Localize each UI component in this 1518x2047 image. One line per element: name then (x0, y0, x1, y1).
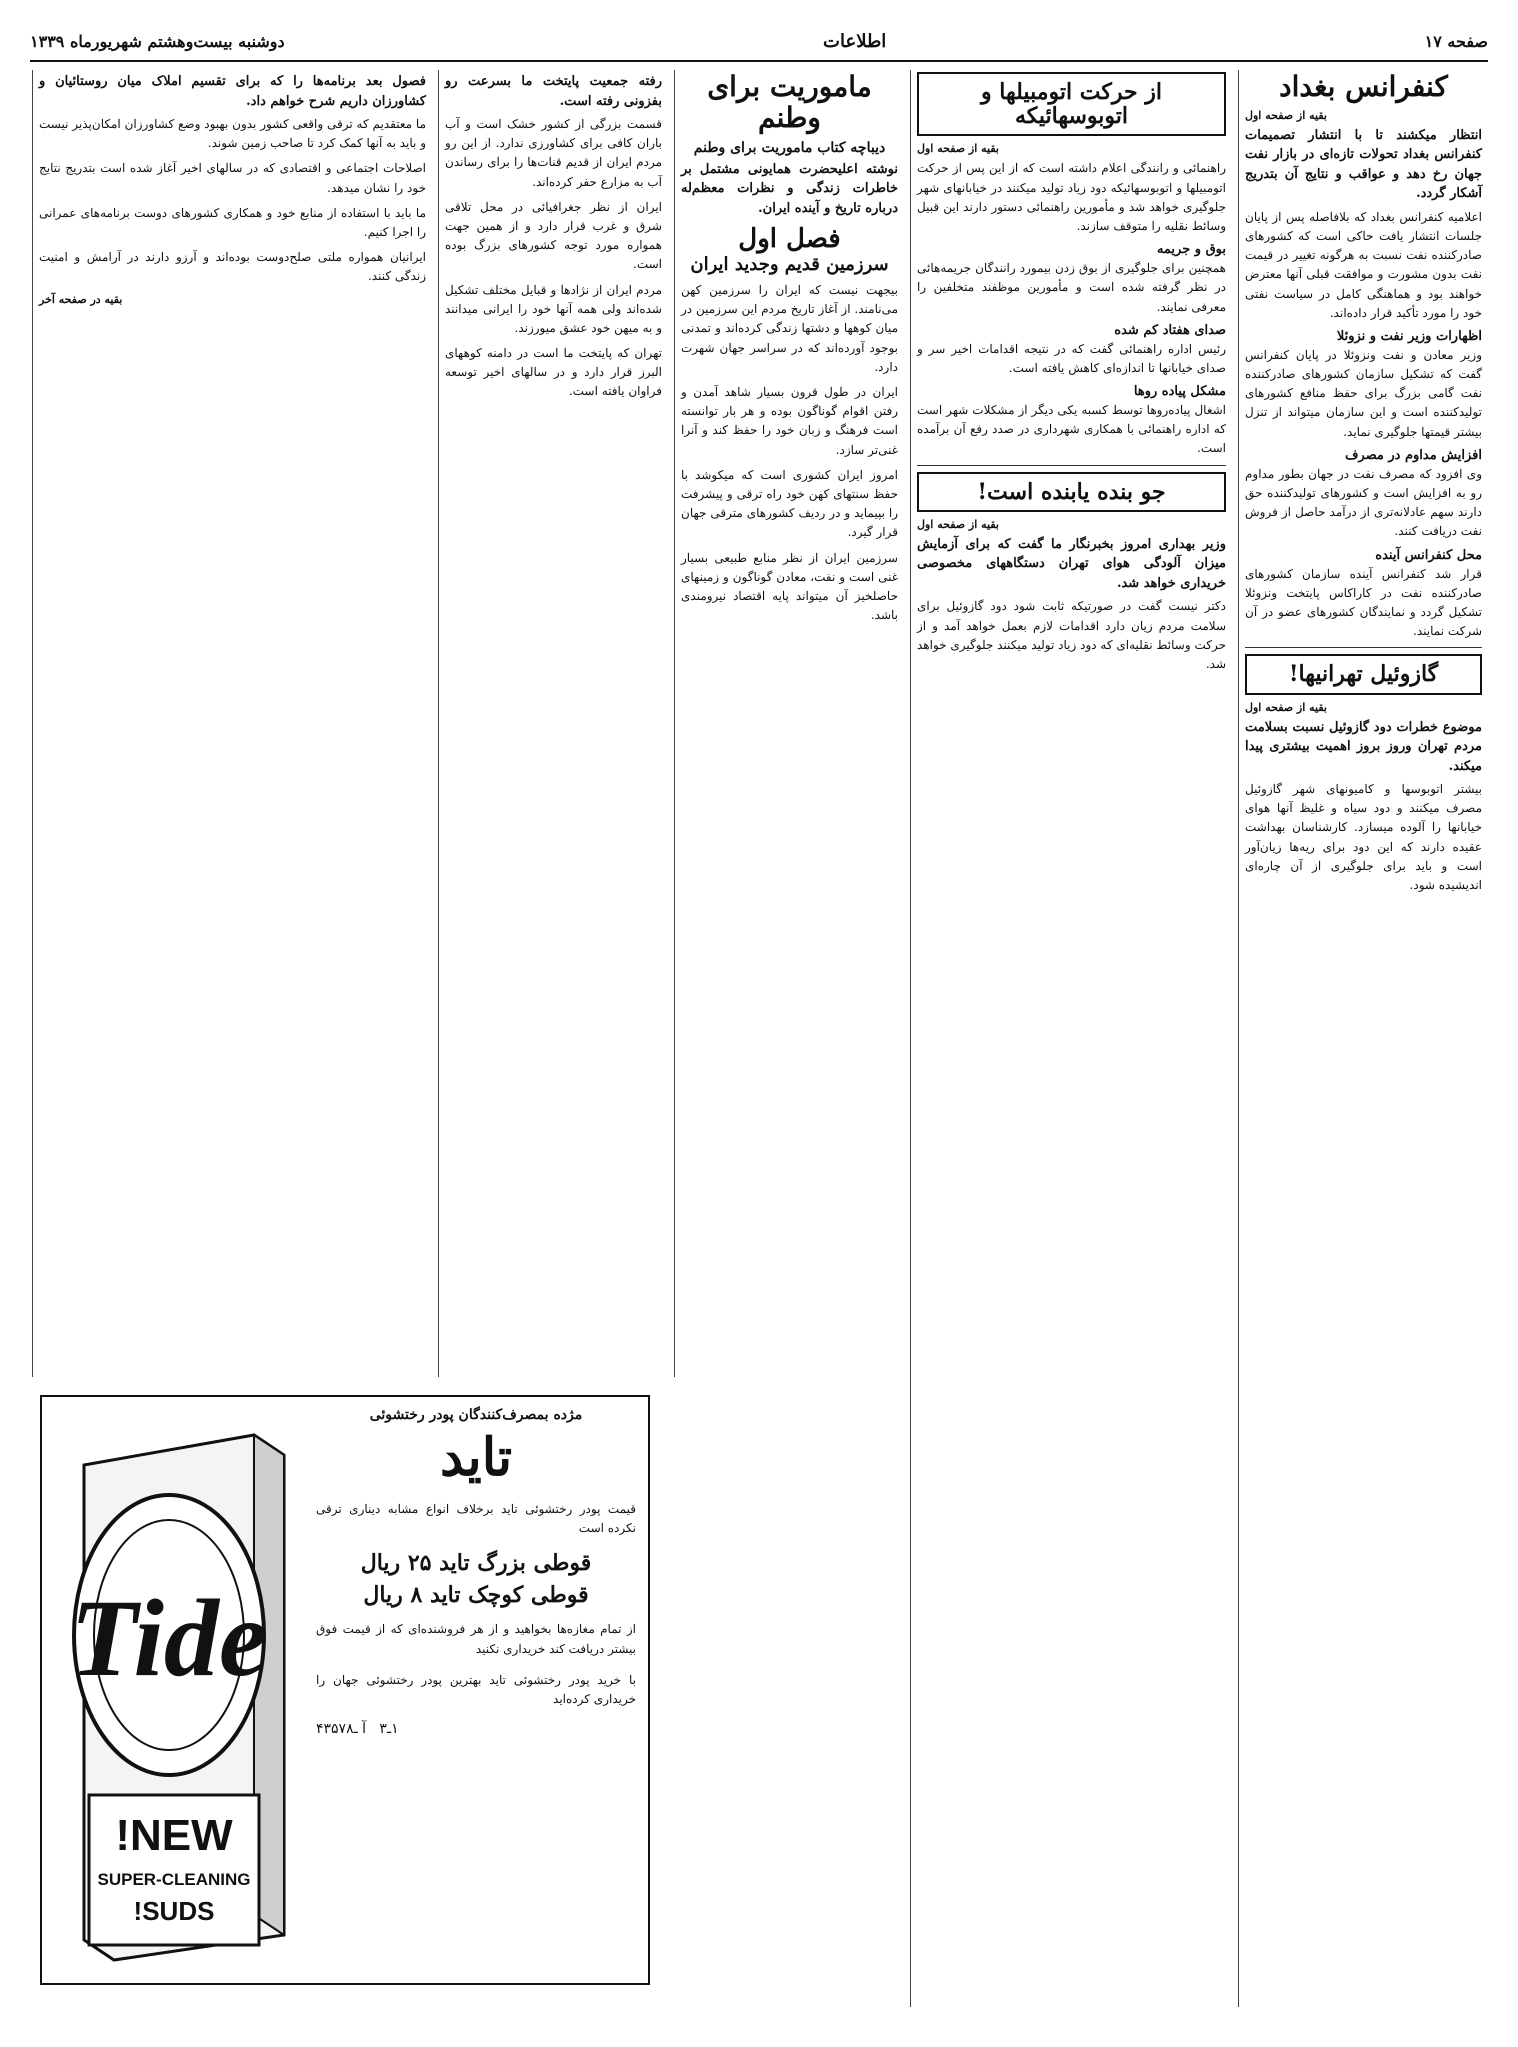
book-preface-kicker: دیباچه کتاب ماموریت برای وطنم (693, 139, 886, 156)
ad-text-retail: از تمام مغازه‌ها بخواهید و از هر فروشنده‌ای که از قیمت فوق بیشتر دریافت کند خریداری نکنید (316, 1622, 636, 1656)
tide-box-super: SUPER-CLEANING (97, 1870, 251, 1889)
column-mission-continued (438, 70, 668, 1377)
article-lead: نوشته اعلیحضرت همایونی مشتمل بر خاطرات زندگی و نظرات معظم‌له درباره تاریخ و آینده ایران. (681, 161, 898, 216)
article-paragraph: بیجهت نیست که ایران را سرزمین کهن می‌نامند. از آغاز تاریخ مردم این سرزمین در میان کوهها و دشتها زندگی کرده‌اند و تمدنی بوجود آورده‌اند که در سراسر جهان شهرت دارد. (681, 283, 898, 374)
paper-name: اطلاعات (823, 30, 887, 52)
ad-reference-code (316, 1721, 636, 1737)
continued-note: بقیه از صفحه اول (1245, 700, 1327, 714)
ad-code-2: آ ـ۴۳۵۷۸ (316, 1721, 367, 1738)
article-paragraph: وی افزود که مصرف نفت در جهان بطور مداوم رو به افزایش است و کشورهای تولیدکننده حق دارند سهم عادلانه‌تری از درآمد حاصل از فروش نفت دریافت کنند. (1245, 466, 1482, 539)
article-paragraph: تهران که پایتخت ما است در دامنه کوههای البرز قرار دارد و در سالهای اخیر توسعه فراوان یافته است. (445, 346, 662, 399)
article-paragraph: بیشتر اتوبوسها و کامیونهای شهر گازوئیل مصرف میکنند و دود سیاه و غلیظ آنها هوای خیابانها را آلوده میسازد. کارشناسان بهداشت عقیده دارند که این دود برای ریه‌ها زیان‌آور است و باید برای جلوگیری از آن چاره‌ای اندیشیده شود. (1245, 782, 1482, 892)
article-paragraph: اصلاحات اجتماعی و اقتصادی که در سالهای اخیر آغاز شده است بتدریج نتایج خود را نشان میدهد. (39, 161, 426, 195)
subheading: مشکل پیاده روها (1133, 384, 1226, 400)
article-paragraph: اشغال پیاده‌روها توسط کسبه یکی دیگر از مشکلات شهر است که اداره راهنمائی با همکاری شهرداری در صدد رفع آن برآمده است. (917, 403, 1226, 456)
article-paragraph: قرار شد کنفرانس آینده سازمان کشورهای صادرکننده نفت در کاراکاس پایتخت ونزوئلا تشکیل گردد و نمایندگان کشورهای عضو در آن شرکت نمایند. (1245, 566, 1482, 639)
tide-box-svg (54, 1405, 304, 1965)
ad-price-large: قوطی بزرگ تاید ۲۵ ریال (360, 1550, 592, 1577)
article-paragraph: راهنمائی و رانندگی اعلام داشته است که از این پس از حرکت اتومبیلها و اتوبوسهائیکه دود زیاد تولید میکنند در خیابانهای شهر جلوگیری خواهد شد و مأمورین راهنمائی دستور دارند این قبیل وسائط نقلیه را متوقف سازند. (917, 161, 1226, 233)
headline-mission-for-my-country: ماموریت برای وطنم (707, 70, 872, 134)
continued-note: بقیه از صفحه اول (917, 517, 999, 531)
article-paragraph: همچنین برای جلوگیری از بوق زدن بیمورد رانندگان جریمه‌هائی در نظر گرفته شده است و مأمورین موظفند متخلفین را معرفی نمایند. (917, 261, 1226, 314)
article-paragraph: ایران در طول قرون بسیار شاهد آمدن و رفتن اقوام گوناگون بوده و هر بار توانسته است فرهنگ و زبان خود را حفظ کند و آنرا غنی‌تر سازد. (681, 385, 898, 457)
divider (917, 465, 1226, 466)
ad-text-price-note: قیمت پودر رختشوئی تاید برخلاف انواع مشابه دیناری ترقی نکرده است (316, 1502, 636, 1536)
ad-price-small: قوطی کوچک تاید ۸ ریال (363, 1582, 589, 1609)
article-paragraph: ما باید با استفاده از منابع خود و همکاری کشورهای دوست برنامه‌های عمرانی را اجرا کنیم. (39, 205, 426, 239)
continued-note: بقیه از صفحه اول (1245, 108, 1327, 122)
chapter-subtitle: سرزمین قدیم وجدید ایران (690, 254, 889, 276)
headline-tehran-diesel: گازوئیل تهرانیها! (1245, 654, 1482, 694)
subheading: اظهارات وزیر نفت و نزوئلا (1336, 328, 1482, 344)
column-mission-end (32, 70, 432, 1377)
column-mission-for-my-country (674, 70, 904, 1377)
page-number: صفحه ۱۷ (1424, 31, 1488, 51)
column-vehicle-traffic (910, 70, 1232, 2007)
article-paragraph: رئیس اداره راهنمائی گفت که در نتیجه اقدامات اخیر سر و صدای خیابانها تا اندازه‌ای کاهش یافته است. (917, 341, 1226, 375)
article-paragraph: ایران از نظر جغرافیائی در محل تلاقی شرق و غرب قرار دارد و از همین جهت همواره مورد توجه کشورهای بزرگ بوده است. (445, 199, 662, 272)
article-paragraph: ایرانیان همواره ملتی صلح‌دوست بوده‌اند و آرزو دارند در آرامش و امنیت زندگی کنند. (39, 250, 426, 284)
article-lead: انتظار میکشند تا با انتشار تصمیمات کنفرانس بغداد تحولات تازه‌ای در بازار نفت جهان رخ دهد و عواقب و نتایج آن بتدریج آشکار گردد. (1245, 127, 1482, 202)
article-lead: رفته جمعیت پایتخت ما بسرعت رو بفزونی رفته است. (445, 74, 662, 109)
ad-brand-name: تاید (439, 1427, 513, 1488)
tide-ad-copy (316, 1407, 636, 1737)
tide-advertisement (40, 1395, 650, 1985)
headline-vehicle-traffic: از حرکت اتومبیلها و اتوبوسهائیکه (917, 72, 1226, 136)
divider (1245, 647, 1482, 648)
issue-date: دوشنبه بیست‌وهشتم شهریورماه ۱۳۳۹ (30, 31, 285, 51)
continued-note: بقیه از صفحه اول (917, 142, 999, 156)
ad-tagline: مژده بمصرف‌کنندگان پودر رختشوئی (369, 1407, 583, 1423)
tide-box-brand: Tide (70, 1577, 268, 1699)
subheading: بوق و جریمه (1156, 242, 1226, 258)
subheading: محل کنفرانس آینده (1375, 547, 1482, 563)
article-paragraph: اعلامیه کنفرانس بغداد که بلافاصله پس از پایان جلسات انتشار یافت حاکی است که کشورهای صادرکننده نفت نسبت به هرگونه تغییر در قیمت نفت بدون مشورت و موافقت قبلی آنها معترض خواهند بود و هماهنگی کامل در سیاست نفتی خود را مورد تأکید قرار داده‌اند. (1245, 209, 1482, 320)
article-paragraph: مردم ایران از نژادها و قبایل مختلف تشکیل شده‌اند ولی همه آنها خود را ایرانی میدانند و به میهن خود عشق میورزند. (445, 282, 662, 335)
masthead (30, 28, 1488, 62)
column-baghdad-conference (1238, 70, 1488, 2007)
article-paragraph: دکتر نیست گفت در صورتیکه ثابت شود دود گازوئیل برای سلامت مردم زیان دارد اقدامات لازم بعمل خواهد آمد و از حرکت وسائط نقلیه‌ای که دود زیاد تولید میکنند جلوگیری خواهد شد. (917, 599, 1226, 671)
tide-box-new: NEW! (115, 1811, 233, 1860)
tide-box-suds: SUDS! (133, 1896, 215, 1926)
ad-code-1: ۱ـ۳ (379, 1721, 399, 1738)
subheading: افزایش مداوم در مصرف (1344, 447, 1482, 463)
article-lead: فصول بعد برنامه‌ها را که برای تقسیم املاک میان روستائیان و کشاورزان داریم شرح خواهم داد. (39, 74, 426, 109)
article-lead: موضوع خطرات دود گازوئیل نسبت بسلامت مردم تهران وروز بروز اهمیت بیشتری پیدا میکند. (1245, 719, 1482, 774)
article-paragraph: امروز ایران کشوری است که میکوشد با حفظ سنتهای کهن خود راه ترقی و پیشرفت را بپیماید و در ردیف کشورهای مترقی جهان قرار گیرد. (681, 467, 898, 540)
article-paragraph: سرزمین ایران از نظر منابع طبیعی بسیار غنی است و نفت، معادن گوناگون و زمینهای حاصلخیز آن میتواند پایه اقتصاد نیرومندی باشد. (681, 550, 898, 623)
tide-box-illustration (54, 1405, 304, 1965)
headline-seeker-finds: جو بنده یابنده است! (917, 472, 1226, 512)
headline-baghdad-conference: کنفرانس بغداد (1279, 70, 1448, 103)
subheading: صدای هفتاد کم شده (1114, 322, 1226, 338)
article-paragraph: وزیر معادن و نفت ونزوئلا در پایان کنفرانس گفت که تشکیل سازمان کشورهای صادرکننده نفت گامی بزرگ برای حفظ منافع کشورهای تولیدکننده است و این سازمان میتواند از تنزل بیشتر قیمتها جلوگیری نماید. (1245, 347, 1482, 439)
continued-note: بقیه در صفحه آخر (39, 292, 123, 306)
ad-text-quality: با خرید پودر رختشوئی تاید بهترین پودر رختشوئی جهان را خریداری کرده‌اید (316, 1672, 636, 1706)
article-paragraph: ما معتقدیم که ترقی واقعی کشور بدون بهبود وضع کشاورزان امکان‌پذیر نیست و باید به آنها کمک کرد تا صاحب زمین شوند. (39, 117, 426, 151)
chapter-title: فصل اول (738, 224, 841, 255)
article-lead: وزیر بهداری امروز بخبرنگار ما گفت که برای آزمایش میزان آلودگی هوای تهران دستگاههای مخصوصی خریداری خواهد شد. (917, 536, 1226, 591)
article-paragraph: قسمت بزرگی از کشور خشک است و آب باران کافی برای کشاورزی ندارد. از این رو مردم ایران از قدیم قنات‌ها را برای رساندن آب به مزارع حفر کرده‌اند. (445, 117, 662, 189)
